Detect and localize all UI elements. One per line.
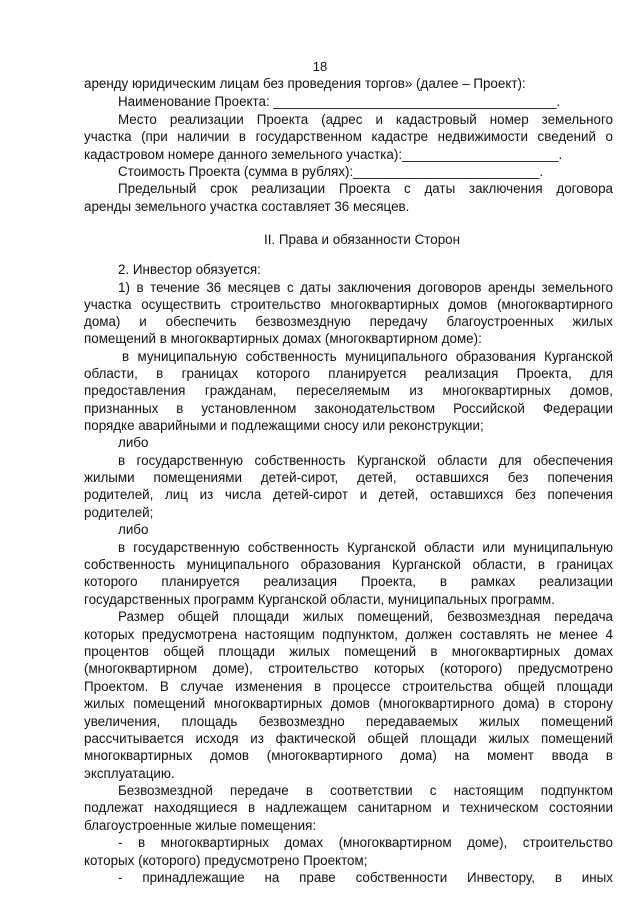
text-line: которых (которого) предусмотрено Проектом; [84,853,368,868]
text-line: Проектом. В случае изменения в процессе строительства общей площади [84,679,613,694]
text-line: дома) и обеспечить безвозмездную передачу благоустроенных жилых [84,314,613,329]
text-line: Безвозмездной передаче в соответствии с настоящим подпунктом [118,783,613,798]
text-line: собственность муниципального образования Курганской области, в границах [84,557,613,572]
text-line: помещений в многоквартирных домах (многоквартирном доме): [84,331,482,346]
text-line: эксплуатацию. [84,766,175,781]
text-line: участка осуществить строительство многоквартирных домов (многоквартирного [84,297,613,312]
page-number: 18 [312,59,328,74]
text-line: аренды земельного участка составляет 36 месяцев. [84,199,410,214]
text-line: (многоквартирном доме), строительство которых (которого) предусмотрено [84,661,613,676]
text-line: государственных программ Курганской области, муниципальных программ. [84,592,555,607]
text-line: предоставления гражданам, переселяемым из многоквартирных домов, [84,383,613,398]
text-line: либо [118,522,149,537]
text-line: - принадлежащие на праве собственности Инвестору, в иных [118,870,613,885]
text-line: в государственную собственность Курганской области для обеспечения [118,453,613,468]
text-line: рассчитывается исходя из фактической общей площади жилых помещений [84,731,613,746]
text-line: процентов общей площади жилых помещений в многоквартирных домах [84,644,613,659]
text-line: которых предусмотрена настоящим подпунктом, должен составлять не менее 4 [84,627,613,642]
text-line: Размер общей площади жилых помещений, безвозмездная передача [118,609,613,624]
text-line: в государственную собственность Курганской области или муниципальную [118,540,613,555]
text-line: Стоимость Проекта (сумма в рублях):_________________________. [118,164,544,179]
text-line: аренду юридическим лицам без проведения торгов» (далее – Проект): [84,76,526,91]
text-line: признанных в установленном законодательством Российской Федерации [84,401,613,416]
text-line: многоквартирных домов (многоквартирного дома) на момент ввода в [84,748,613,763]
text-line: в муниципальную собственность муниципального образования Курганской [122,349,613,364]
text-line: родителей, лиц из числа детей-сирот и детей, оставшихся без попечения [84,487,613,502]
text-line: либо [118,435,149,450]
text-line: 2. Инвестор обязуется: [118,262,261,277]
text-line: - в многоквартирных домах (многоквартирном доме), строительство [118,835,613,850]
section-heading: II. Права и обязанности Сторон [263,232,461,247]
text-line: жилых помещений многоквартирных домов (многоквартирного дома) в сторону [84,696,613,711]
text-line: 1) в течение 36 месяцев с даты заключения договоров аренды земельного [118,280,613,295]
text-line: родителей; [84,505,154,520]
text-line: благоустроенные жилые помещения: [84,818,317,833]
text-line: Место реализации Проекта (адрес и кадастровый номер земельного [118,112,613,127]
text-line: которого планируется реализация Проекта, в рамках реализации [84,574,613,589]
text-line: Наименование Проекта: ______________________________________. [118,94,561,109]
text-line: области, в границах которого планируется реализация Проекта, для [84,366,613,381]
text-line: подлежат находящиеся в надлежащем санитарном и техническом состоянии [84,800,613,815]
text-line: участка (при наличии в государственном кадастре недвижимости сведений о [84,129,613,144]
text-line: кадастровом номере данного земельного участка):_____________________. [84,147,563,162]
text-line: увеличения, площадь безвозмездно передаваемых жилых помещений [84,714,613,729]
text-line: порядке аварийными и подлежащими сносу или реконструкции; [84,418,484,433]
text-line: жилыми помещениями детей-сирот, детей, оставшихся без попечения [84,470,613,485]
text-line: Предельный срок реализации Проекта с даты заключения договора [118,181,613,196]
